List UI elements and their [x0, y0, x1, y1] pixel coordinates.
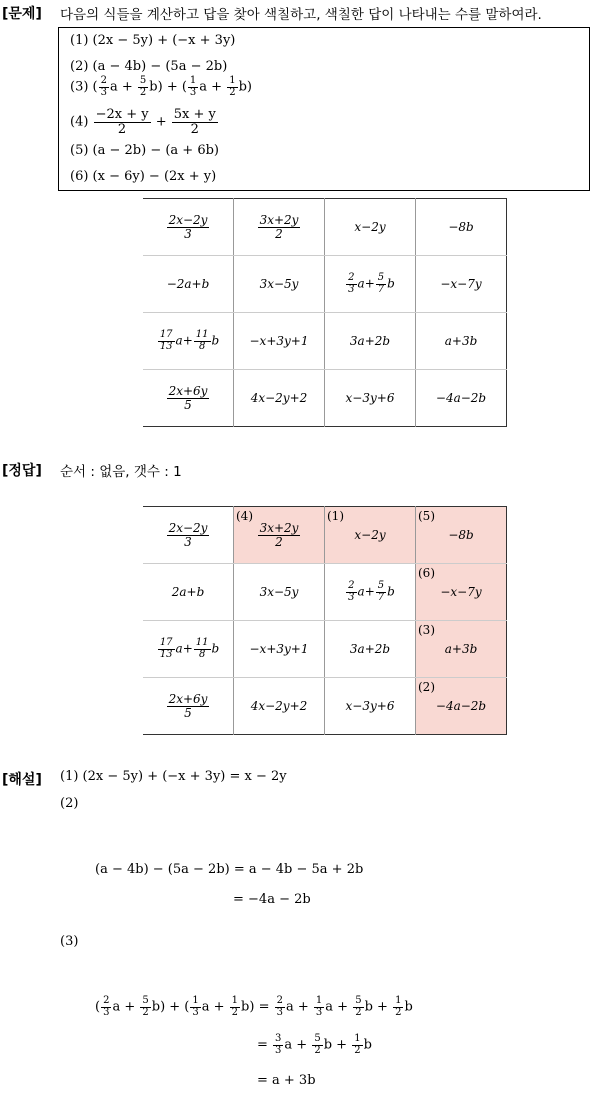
grid-cell-highlighted: (1) x−2y: [325, 507, 416, 564]
solution-step-2-line-2: = −4a − 2b: [233, 892, 311, 907]
answer-text: 순서 : 없음, 갯수 : 1: [60, 464, 182, 480]
grid-cell: $\frac{2x+6y}{5}$: [143, 370, 234, 427]
grid-cell: $\frac{2x-2y}{3}$: [143, 507, 234, 564]
grid-cell-highlighted: (2) −4a−2b: [416, 678, 507, 735]
grid-cell: −4a−2b: [435, 391, 487, 405]
grid-cell: 3x−5y: [234, 564, 325, 621]
grid-cell: $\frac{2}{3}$ a+ $\frac{5}{7}$ b: [325, 564, 416, 621]
solution-step-3-line-3: = a + 3b: [257, 1073, 316, 1088]
grid-cell: 3a+2b: [325, 621, 416, 678]
problem-item-5: (5) (a − 2b) − (a + 6b): [70, 143, 219, 158]
grid-cell: $\frac{2}{3}$ a+ $\frac{5}{7}$ b: [325, 256, 416, 313]
grid-cell-highlighted: (3) a+3b: [416, 621, 507, 678]
answer-tag: [정답]: [2, 463, 42, 479]
grid-cell: −8b: [416, 199, 507, 256]
problem-tag: [문제]: [2, 6, 42, 22]
problem-answer-grid: [143, 198, 507, 427]
problem-item-1: (1) (2x − 5y) + (−x + 3y): [70, 33, 236, 48]
grid-cell: $\frac{17}{13}$ a+ $\frac{11}{8}$ b: [143, 313, 234, 370]
cell-number-label: (1): [327, 509, 344, 523]
grid-cell: a+3b: [416, 313, 507, 370]
grid-cell: $\frac{2x-2y}{3}$: [143, 199, 234, 256]
grid-cell: −x+3y+1: [234, 621, 325, 678]
solution-step-2-label: (2): [60, 796, 79, 811]
grid-cell-highlighted: (5) −8b: [416, 507, 507, 564]
problem-box: [58, 27, 590, 191]
grid-cell-highlighted: (4) $\frac{3x+2y}{2}$: [234, 507, 325, 564]
solution-step-3-label: (3): [60, 934, 79, 949]
grid-cell: −x−7y: [416, 256, 507, 313]
solution-step-3-line-2: = $\frac{3}{3}$ a + $\frac{5}{2}$ b + $\frac{1}{2}$ b: [257, 1033, 372, 1056]
grid-cell: 2a+b: [143, 564, 234, 621]
grid-cell: x−2y: [325, 199, 416, 256]
grid-cell: −2a+b: [143, 256, 234, 313]
grid-cell: $\frac{2x+6y}{5}$: [143, 678, 234, 735]
solution-step-3-line-1: ( $\frac{2}{3}$ a + $\frac{5}{2}$ b) + ( $\frac{1}{3}$ a + $\frac{1}{2}$ b) = $\frac{2}{3}$ a + $\frac{1}{3}$ a + $\frac{5}{2}$ b + $\frac{1}{2}$ b: [95, 995, 413, 1018]
problem-item-4: (4) $\frac{-2x + y}{2}$ + $\frac{5x + y}{2}$: [70, 107, 216, 137]
grid-cell: 4x−2y+2: [234, 678, 325, 735]
problem-instruction: 다음의 식들을 계산하고 답을 찾아 색칠하고, 색칠한 답이 나타내는 수를 말하여라.: [60, 7, 542, 23]
grid-cell: 3a+2b: [325, 313, 416, 370]
grid-cell-highlighted: (6) −x−7y: [416, 564, 507, 621]
grid-cell: $\frac{17}{13}$ a+ $\frac{11}{8}$ b: [143, 621, 234, 678]
problem-item-3: (3) ( $\frac{2}{3}$ a + $\frac{5}{2}$ b) + ( $\frac{1}{3}$ a + $\frac{1}{2}$ b): [70, 75, 252, 98]
grid-cell: x−3y+6: [325, 370, 416, 427]
cell-number-label: (6): [418, 566, 435, 580]
problem-item-2: (2) (a − 4b) − (5a − 2b): [70, 59, 228, 74]
grid-cell: x−3y+6: [325, 678, 416, 735]
grid-cell: −x+3y+1: [234, 313, 325, 370]
cell-number-label: (3): [418, 623, 435, 637]
grid-cell: 3x−5y: [234, 256, 325, 313]
cell-number-label: (4): [236, 509, 253, 523]
solution-step-1: (1) (2x − 5y) + (−x + 3y) = x − 2y: [60, 769, 287, 784]
solution-step-2-line-1: (a − 4b) − (5a − 2b) = a − 4b − 5a + 2b: [95, 862, 364, 877]
cell-number-label: (2): [418, 680, 435, 694]
grid-cell: $\frac{3x+2y}{2}$: [234, 199, 325, 256]
solution-tag: [해설]: [2, 772, 42, 788]
cell-number-label: (5): [418, 509, 435, 523]
grid-cell: 4x−2y+2: [234, 370, 325, 427]
problem-item-6: (6) (x − 6y) − (2x + y): [70, 169, 217, 184]
answer-grid: [143, 506, 507, 735]
